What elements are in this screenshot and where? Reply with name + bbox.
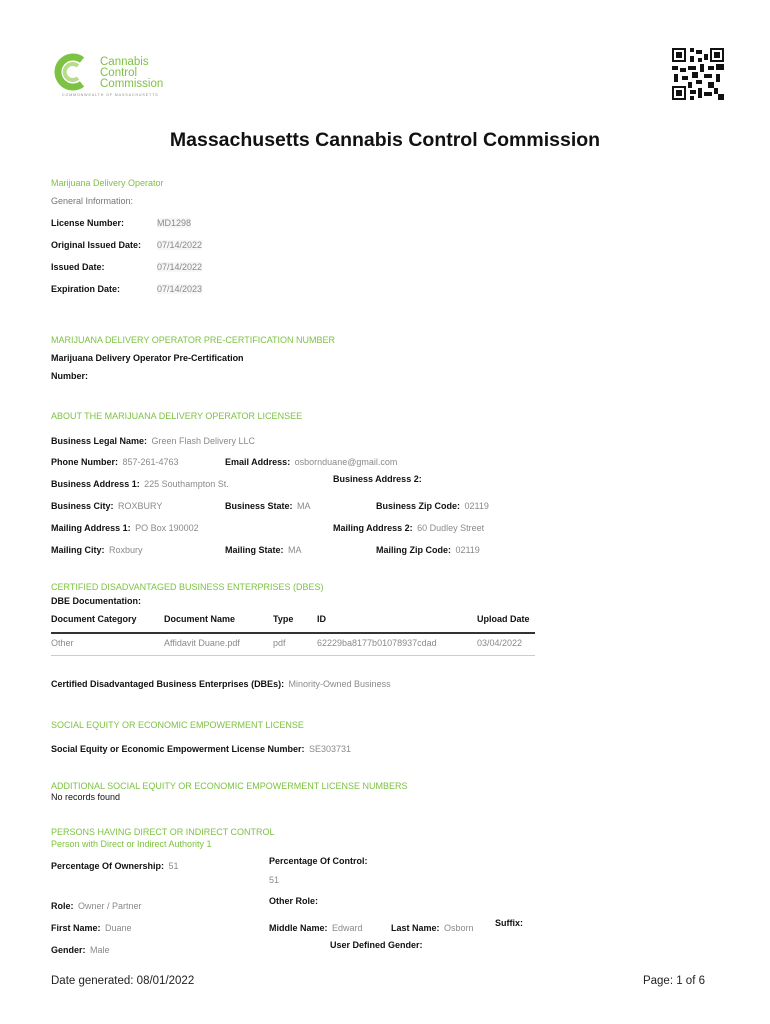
gender-field [51,940,109,958]
mailing-address1-value: PO Box 190002 [135,523,199,533]
table-header-type: Type [273,614,294,624]
mailing-city-label: Mailing City: [51,545,105,555]
first-name-field [51,918,132,936]
mailing-state-field [225,540,301,558]
table-header-category: Document Category [51,614,137,624]
precert-label-line1: Marijuana Delivery Operator Pre-Certification [51,353,244,363]
cell-upload-date: 03/04/2022 [477,638,523,648]
business-zip-value: 02119 [464,501,489,511]
phone-field [51,452,179,470]
middle-name-label: Middle Name: [269,923,328,933]
dbe-summary-value: Minority-Owned Business [288,679,391,689]
business-state-value: MA [296,501,311,511]
social-equity-label: Social Equity or Economic Empowerment License Number: [51,744,305,754]
license-number-label: License Number: [51,218,125,228]
social-equity-field [51,739,351,757]
business-address2-label: Business Address 2: [333,474,422,484]
legal-name-field [51,431,255,449]
dbe-heading: CERTIFIED DISADVANTAGED BUSINESS ENTERPRISES (DBES) [51,582,324,592]
social-equity-heading: SOCIAL EQUITY OR ECONOMIC EMPOWERMENT LICENSE [51,720,304,730]
license-type-heading: Marijuana Delivery Operator [51,178,164,188]
cell-category: Other [51,638,74,648]
suffix-label: Suffix: [495,918,523,928]
gender-value: Male [89,945,110,955]
additional-heading: ADDITIONAL SOCIAL EQUITY OR ECONOMIC EMPOWERMENT LICENSE NUMBERS [51,781,408,791]
business-zip-label: Business Zip Code: [376,501,461,511]
first-name-label: First Name: [51,923,101,933]
other-role-label: Other Role: [269,896,319,906]
last-name-value: Osborn [443,923,474,933]
persons-heading: PERSONS HAVING DIRECT OR INDIRECT CONTROL [51,827,275,837]
business-city-field [51,496,162,514]
table-header-upload-date: Upload Date [477,614,530,624]
mailing-state-label: Mailing State: [225,545,284,555]
control-value: 51 [269,875,280,885]
control-label: Percentage Of Control: [269,856,368,866]
business-address1-value: 225 Southampton St. [144,479,229,489]
mailing-state-value: MA [287,545,302,555]
business-city-label: Business City: [51,501,114,511]
email-field [225,452,397,470]
business-state-field [225,496,310,514]
business-state-label: Business State: [225,501,293,511]
issued-date-label: Issued Date: [51,262,105,272]
page-number: Page: 1 of 6 [642,975,705,987]
last-name-field [391,918,473,936]
last-name-label: Last Name: [391,923,440,933]
ownership-field [51,856,179,874]
persons-subheading: Person with Direct or Indirect Authority 1 [51,839,212,849]
gender-label: Gender: [51,945,86,955]
first-name-value: Duane [104,923,132,933]
middle-name-field [269,918,362,936]
role-field [51,896,141,914]
legal-name-value: Green Flash Delivery LLC [151,436,256,446]
table-row-rule [51,655,535,656]
email-label: Email Address: [225,457,291,467]
expiration-date-label: Expiration Date: [51,284,121,294]
qr-code-icon [672,48,724,100]
email-value: osbornduane@gmail.com [294,457,398,467]
business-address1-field [51,474,229,492]
logo-wordmark: Cannabis Control Commission [100,56,164,90]
ownership-label: Percentage Of Ownership: [51,861,165,871]
ownership-value: 51 [168,861,179,871]
mailing-city-field [51,540,142,558]
business-address1-label: Business Address 1: [51,479,140,489]
mailing-address1-label: Mailing Address 1: [51,523,131,533]
table-header-name: Document Name [164,614,236,624]
general-info-heading: General Information: [51,196,134,206]
precert-heading: MARIJUANA DELIVERY OPERATOR PRE-CERTIFICATION NUMBER [51,335,336,345]
mailing-zip-label: Mailing Zip Code: [376,545,451,555]
phone-label: Phone Number: [51,457,119,467]
mailing-address1-field [51,518,199,536]
date-generated: Date generated: 08/01/2022 [51,975,195,987]
cell-type: pdf [273,638,286,648]
original-issued-label: Original Issued Date: [51,240,142,250]
issued-date-value: 07/14/2022 [157,262,203,272]
cannabis-control-c-icon [52,52,98,92]
legal-name-label: Business Legal Name: [51,436,148,446]
business-zip-field [376,496,489,514]
dbe-summary-field [51,674,391,692]
licensee-heading: ABOUT THE MARIJUANA DELIVERY OPERATOR LICENSEE [51,411,303,421]
mailing-address2-value: 60 Dudley Street [417,523,485,533]
role-label: Role: [51,901,74,911]
license-number-value: MD1298 [157,218,192,228]
logo-tagline: COMMONWEALTH OF MASSACHUSETTS [62,93,159,97]
original-issued-value: 07/14/2022 [157,240,203,250]
no-records-text: No records found [51,792,121,802]
mailing-city-value: Roxbury [108,545,143,555]
cell-document-name: Affidavit Duane.pdf [164,638,240,648]
table-header-rule [51,632,535,634]
mailing-address2-label: Mailing Address 2: [333,523,413,533]
dbe-summary-label: Certified Disadvantaged Business Enterprises (DBEs): [51,679,285,689]
table-header-id: ID [317,614,326,624]
business-city-value: ROXBURY [117,501,163,511]
commission-logo [52,52,182,102]
mailing-zip-field [376,540,480,558]
page-title: Massachusetts Cannabis Control Commission [169,129,601,151]
dbe-documentation-label: DBE Documentation: [51,596,141,606]
user-defined-gender-label: User Defined Gender: [330,940,423,950]
role-value: Owner / Partner [77,901,142,911]
social-equity-value: SE303731 [309,744,352,754]
precert-label-line2: Number: [51,371,89,381]
mailing-address2-field [333,518,484,536]
cell-id: 62229ba8177b01078937cdad [317,638,437,648]
phone-value: 857-261-4763 [122,457,179,467]
mailing-zip-value: 02119 [455,545,480,555]
expiration-date-value: 07/14/2023 [157,284,203,294]
middle-name-value: Edward [331,923,363,933]
